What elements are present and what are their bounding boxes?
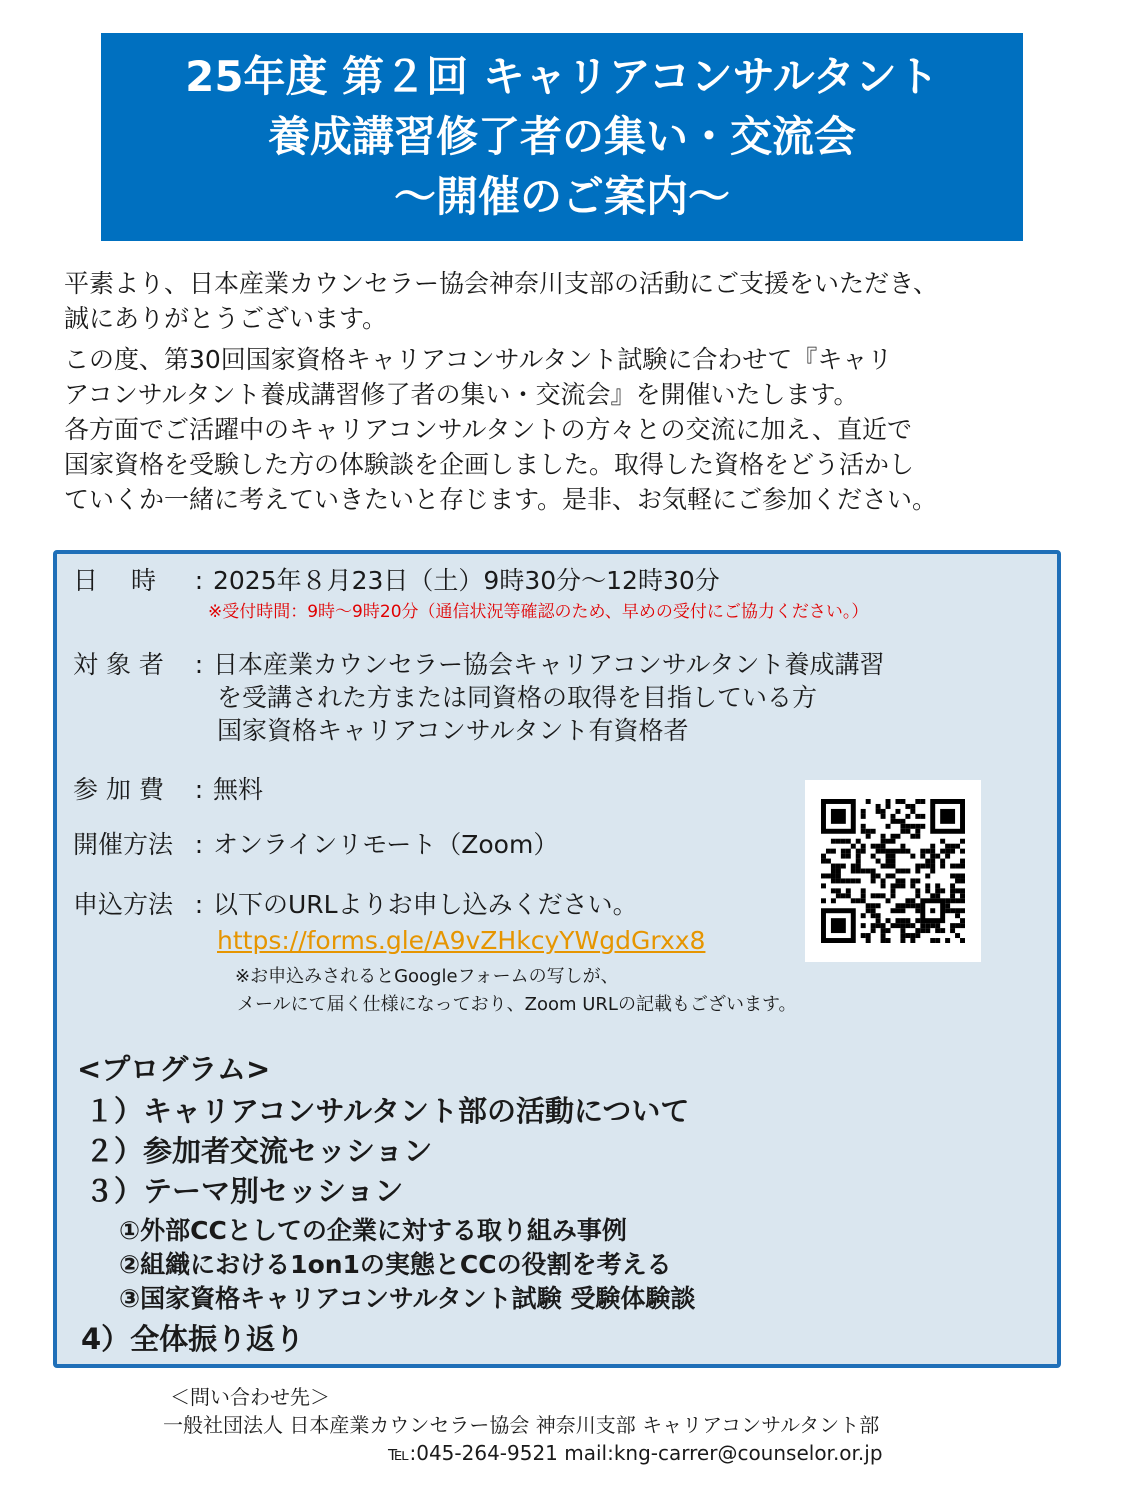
apply-row — [73, 888, 638, 921]
program-item-1: １）キャリアコンサルタント部の活動について — [85, 1094, 690, 1128]
intro-p2-line2: アコンサルタント養成講習修了者の集い・交流会』を開催いたします。 — [64, 380, 859, 409]
apply-note-1: ※お申込みされるとGoogleフォームの写しが、 — [235, 966, 619, 987]
apply-note-2: メールにて届く仕様になっており、Zoom URLの記載もございます。 — [237, 994, 797, 1015]
fee-row — [73, 773, 263, 806]
reception-note: ※受付時間：9時～9時20分（通信状況等確認のため、早めの受付にご協力ください。） — [208, 602, 869, 622]
apply-url-link[interactable]: https://forms.gle/A9vZHkcyYWgdGrxx8 — [217, 926, 706, 955]
colon: : — [194, 890, 204, 919]
target-row — [73, 648, 885, 681]
intro-text — [64, 266, 1074, 523]
program-item-3-sub-3: ③国家資格キャリアコンサルタント試験 受験体験談 — [119, 1284, 696, 1313]
method-value: オンラインリモート（Zoom） — [213, 830, 559, 859]
fee-value: 無料 — [213, 775, 264, 804]
intro-p2-line1: この度、第30回国家資格キャリアコンサルタント試験に合わせて『キャリ — [64, 345, 893, 374]
title-line-3: ～開催のご案内～ — [393, 172, 730, 221]
colon: : — [194, 830, 204, 859]
program-heading: <プログラム> — [77, 1052, 271, 1086]
datetime-label: 日 時 — [73, 566, 156, 595]
datetime-value: 2025年８月23日（土）9時30分～12時30分 — [213, 566, 720, 595]
qr-code-graphic — [821, 799, 965, 943]
event-details-box — [53, 550, 1061, 1368]
title-line-2: 養成講習修了者の集い・交流会 — [267, 112, 856, 161]
intro-paragraph-2 — [64, 342, 1074, 517]
contact-heading: ＜問い合わせ先＞ — [170, 1385, 330, 1409]
program-item-2: ２）参加者交流セッション — [85, 1134, 433, 1168]
intro-p2-line3: 各方面でご活躍中のキャリアコンサルタントの方々との交流に加え、直近で — [64, 415, 913, 444]
apply-value: 以下のURLよりお申し込みください。 — [213, 890, 638, 919]
fee-label: 参 加 費 — [73, 775, 164, 804]
title-banner — [101, 33, 1023, 241]
target-line-2: を受講された方または同資格の取得を目指している方 — [217, 683, 818, 712]
colon: : — [194, 566, 204, 595]
contact-org: 一般社団法人 日本産業カウンセラー協会 神奈川支部 キャリアコンサルタント部 — [163, 1413, 880, 1437]
target-line-1: 日本産業カウンセラー協会キャリアコンサルタント養成講習 — [213, 650, 885, 679]
apply-url-wrap — [217, 924, 705, 957]
intro-p2-line5: ていくか一緒に考えていきたいと存じます。是非、お気軽にご参加ください。 — [64, 485, 938, 514]
target-label: 対 象 者 — [73, 650, 164, 679]
contact-details: ℡:045-264-9521 mail:kng-carrer@counselor.or.jp — [388, 1441, 883, 1465]
program-item-4: 4）全体振り返り — [81, 1322, 305, 1356]
method-label: 開催方法 — [73, 830, 174, 859]
intro-p2-line4: 国家資格を受験した方の体験談を企画しました。取得した資格をどう活かし — [64, 450, 915, 479]
intro-p1-line2: 誠にありがとうございます。 — [64, 304, 388, 333]
program-item-3-sub-2: ②組織における1on1の実態とCCの役割を考える — [119, 1250, 672, 1279]
colon: : — [194, 775, 204, 804]
intro-p1-line1: 平素より、日本産業カウンセラー協会神奈川支部の活動にご支援をいただき、 — [64, 269, 939, 298]
program-item-3: ３）テーマ別セッション — [85, 1174, 404, 1208]
colon: : — [194, 650, 204, 679]
qr-code-icon[interactable] — [805, 780, 981, 962]
method-row — [73, 828, 558, 861]
intro-paragraph-1 — [64, 266, 1074, 336]
datetime-row — [73, 564, 720, 597]
title-line-1: 25年度 第２回 キャリアコンサルタント — [185, 52, 939, 101]
apply-label: 申込方法 — [73, 890, 174, 919]
program-item-3-sub-1: ①外部CCとしての企業に対する取り組み事例 — [119, 1216, 627, 1245]
target-line-3: 国家資格キャリアコンサルタント有資格者 — [217, 716, 689, 745]
